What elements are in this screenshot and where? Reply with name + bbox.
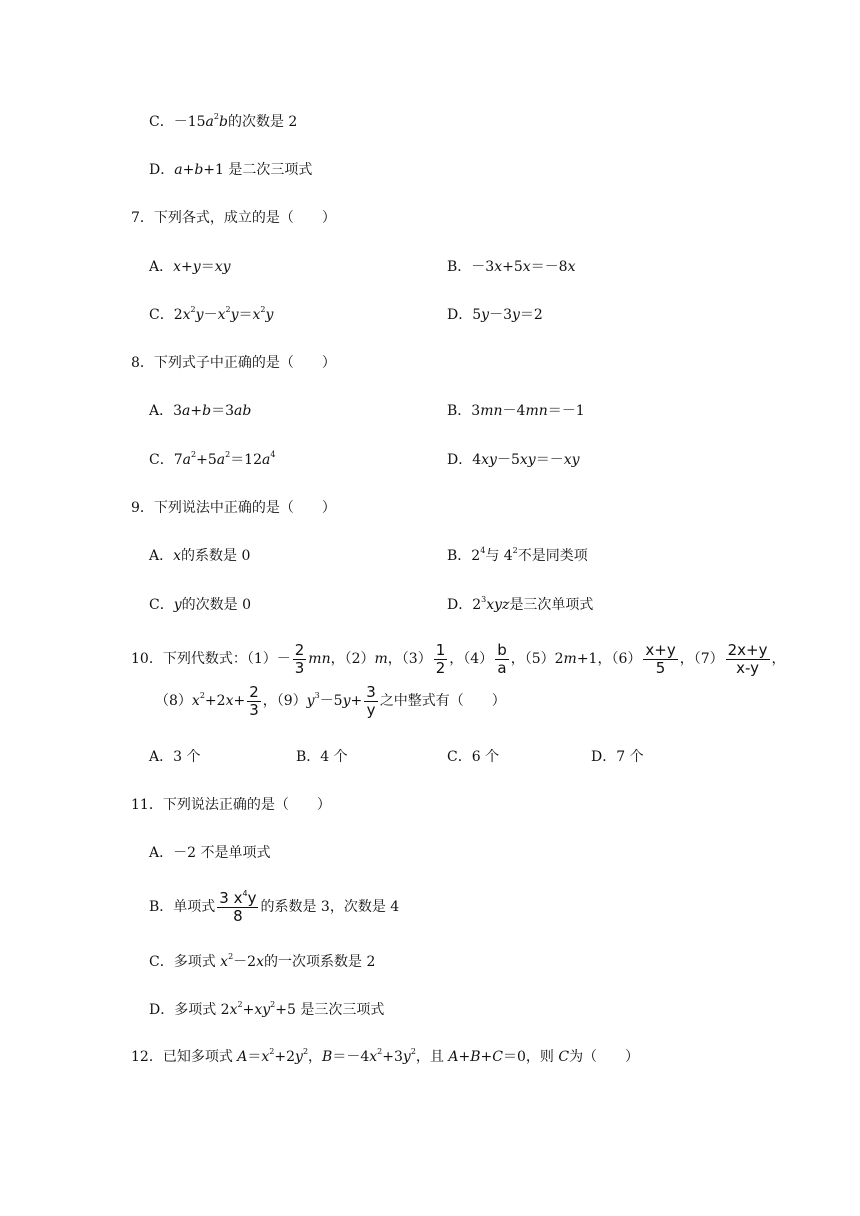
q7-option-a: A．x+y＝xy xyxy=(149,259,231,275)
q10-stem-line1: 10．下列代数式：（1）－ $\frac{2}{3}$ mn，（2）m，（3） $\frac{1}{2}$ ，（4） $\frac{b}{a}$ ，（5）2m+1，（6） $\frac{x+y}{5}$ ，（7） $\frac{2x+y}{x-y}$ ， xyxy=(131,640,786,677)
q8-option-d: D．4xy－5xy＝－xy xyxy=(447,452,580,468)
fraction: $\frac{x+y}{5}$ xyxy=(645,640,676,677)
q10-option-c: C．6 个 xyxy=(447,749,500,765)
q10-option-b: B．4 个 xyxy=(296,749,348,765)
q6-option-c: C．$-15a^2b$的次数是 2 xyxy=(149,112,298,130)
q11-option-b: B．单项式 $\frac{3 x^4y}{8}$ 的系数是 3，次数是 4 xyxy=(149,888,400,925)
fraction: $\frac{2}{3}$ xyxy=(294,640,305,677)
q10-stem-line2: $(8)x^2+2x+$ $\frac{2}{3}$ ，$(9)y^3-5y+$ $\frac{3}{y}$ 之中整式有（ ） xyxy=(155,682,506,719)
q11-option-a: A．－2 不是单项式 xyxy=(149,845,271,861)
q11-stem: 11．下列说法正确的是（ ） xyxy=(131,797,331,813)
q10-option-d: D．7 个 xyxy=(591,749,644,765)
q9-option-b: B．$2^4$与 $4^2$不是同类项 xyxy=(447,546,588,564)
q6-option-d: D．a+b+1 是二次三项式 xyxy=(149,162,313,178)
q11-option-c: C．多项式 $x^2-2x$的一次项系数是 2 xyxy=(149,952,376,970)
fraction: $\frac{3}{y}$ xyxy=(366,682,376,719)
q11-option-d: D．多项式 $2x^2+xy^2+5$ 是三次三项式 xyxy=(149,1000,385,1018)
q8-option-a: A．3a+b＝3ab xyxy=(149,403,252,419)
q9-option-a: A．x的系数是 0 xyxy=(149,548,251,564)
q8-option-b: B．3mn－4mn＝－1 xyxy=(447,403,585,419)
q12-stem: 12．已知多项式 $A=x^2+2y^2$，$B=-4x^2+3y^2$，且 A+B+C＝0，则 C为（ ） xyxy=(131,1047,640,1065)
q7-option-b: B．－3x+5x＝－8x xyxy=(447,259,576,275)
q9-stem: 9．下列说法中正确的是（ ） xyxy=(131,500,336,516)
fraction: $\frac{3 x^4y}{8}$ xyxy=(219,888,257,925)
q9-option-c: C．y的次数是 0 xyxy=(149,597,251,613)
fraction: $\frac{1}{2}$ xyxy=(435,640,446,677)
q8-option-c: C．$7a^2+5a^2=12a^4$ xyxy=(149,450,276,468)
q8-stem: 8．下列式子中正确的是（ ） xyxy=(131,355,336,371)
q10-option-a: A．3 个 xyxy=(149,749,201,765)
q7-option-c: C．$2x^2y-x^2y=x^2y$ xyxy=(149,305,274,323)
fraction: $\frac{2x+y}{x-y}$ xyxy=(727,640,768,677)
fraction: $\frac{b}{a}$ xyxy=(497,640,507,677)
fraction: $\frac{2}{3}$ xyxy=(249,682,259,719)
q7-stem: 7．下列各式，成立的是（ ） xyxy=(131,210,336,226)
q9-option-d: D．$2^3xyz$是三次单项式 xyxy=(447,595,594,613)
q7-option-d: D．5y－3y＝2 xyxy=(447,307,543,323)
